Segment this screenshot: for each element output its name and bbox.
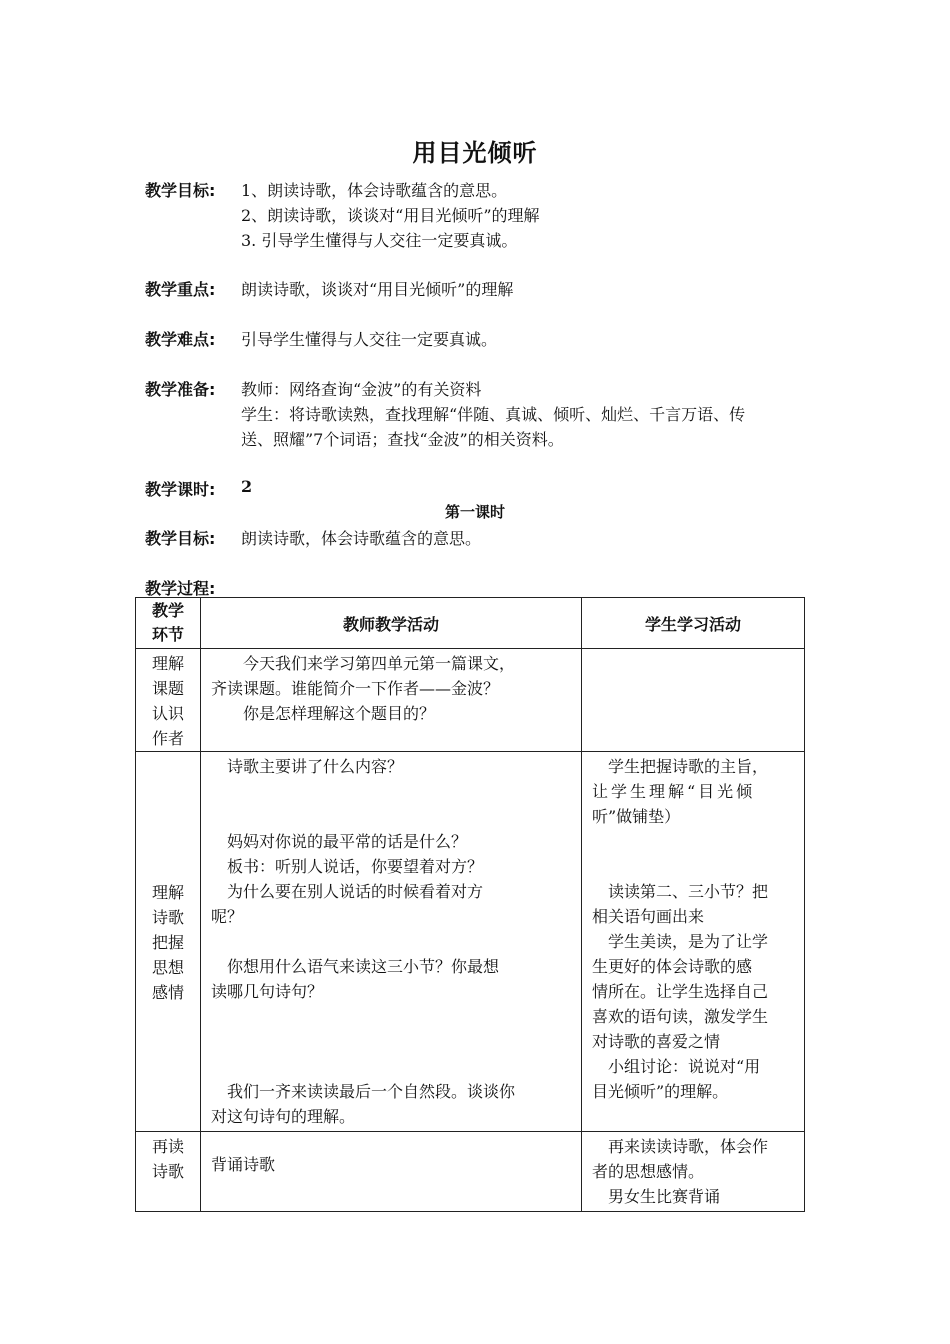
key-point-label: 教学重点: [145,280,216,299]
student-text: 喜欢的语句读，激发学生 [592,1007,769,1026]
student-text: 听”做铺垫） [592,807,681,826]
stage-cell [136,752,201,1132]
difficulty-text: 引导学生懂得与人交往一定要真诚。 [241,330,498,349]
stage-text: 思想 [151,958,184,977]
teacher-text: 板书：听别人说话，你要望着对方？ [227,857,484,876]
student-text: 生更好的体会诗歌的感 [592,957,753,976]
preparation-label: 教学准备: [145,380,216,399]
student-text: 情所在。让学生选择自己 [592,982,769,1001]
table-header-row [136,598,805,649]
page-title: 用目光倾听 [412,139,538,167]
header-student: 学生学习活动 [582,598,805,649]
teacher-text: 读哪几句诗句？ [211,982,324,1001]
table-row [136,752,805,1132]
teacher-text: 齐读课题。谁能简介一下作者——金波？ [211,679,500,698]
goal-item-3: 3. 引导学生懂得与人交往一定要真诚。 [241,231,518,250]
student-text: 学生把握诗歌的主旨， [608,757,769,776]
goal-item-1: 1、朗读诗歌，体会诗歌蕴含的意思。 [241,181,508,200]
lesson-goal-label: 教学目标: [145,529,216,548]
stage-text: 认识 [151,704,184,723]
stage-text: 感情 [151,983,184,1002]
student-activity-cell [582,649,805,752]
teacher-activity-cell [201,752,582,1132]
student-text: 者的思想感情。 [592,1162,705,1181]
teacher-text: 我们一齐来读读最后一个自然段。谈谈你 [227,1082,516,1101]
periods-label: 教学课时: [145,480,216,499]
stage-cell [136,1132,201,1212]
lesson-goal-text: 朗读诗歌，体会诗歌蕴含的意思。 [241,529,482,548]
difficulty-label: 教学难点: [145,330,216,349]
header-teacher: 教师教学活动 [201,598,582,649]
goal-item-2: 2、朗读诗歌，谈谈对“用目光倾听”的理解 [241,206,540,225]
preparation-student-line1: 学生：将诗歌读熟，查找理解“伴随、真诚、倾听、灿烂、千言万语、传 [241,405,746,424]
header-stage-line1: 教学 [151,601,184,620]
teaching-process-table [135,597,805,1212]
student-text: 学生美读，是为了让学 [608,932,769,951]
student-text: 男女生比赛背诵 [608,1187,721,1206]
stage-cell [136,649,201,752]
preparation-student-line2: 送、照耀”7个词语；查找“金波”的相关资料。 [241,430,564,449]
student-text: 对诗歌的喜爱之情 [592,1032,721,1051]
teacher-text: 为什么要在别人说话的时候看着对方 [227,882,484,901]
stage-text: 诗歌 [151,1162,184,1181]
teacher-text: 呢？ [211,907,244,926]
process-label: 教学过程: [145,579,216,598]
teacher-text: 背诵诗歌 [211,1155,276,1174]
student-text: 读读第二、三小节？把 [608,882,769,901]
stage-text: 课题 [151,679,184,698]
periods-value: 2 [241,477,253,496]
student-text: 相关语句画出来 [592,907,705,926]
student-text: 目光倾听”的理解。 [592,1082,729,1101]
teacher-text: 今天我们来学习第四单元第一篇课文， [243,654,516,673]
teacher-text: 妈妈对你说的最平常的话是什么？ [227,832,468,851]
student-activity-cell [582,752,805,1132]
stage-text: 理解 [151,654,184,673]
student-text: 再来读读诗歌，体会作 [608,1137,769,1156]
teacher-text: 诗歌主要讲了什么内容？ [227,757,404,776]
key-point-text: 朗读诗歌，谈谈对“用目光倾听”的理解 [241,280,514,299]
stage-text: 理解 [151,883,184,902]
lesson-title: 第一课时 [444,503,505,521]
stage-text: 把握 [151,933,184,952]
teacher-activity-cell [201,1132,582,1212]
stage-text: 再读 [151,1137,184,1156]
teacher-activity-cell [201,649,582,752]
preparation-teacher: 教师：网络查询“金波”的有关资料 [241,380,482,399]
stage-text: 作者 [151,729,184,748]
teacher-text: 你是怎样理解这个题目的？ [243,704,436,723]
header-stage-line2: 环节 [151,625,184,644]
student-text: 小组讨论：说说对“用 [608,1057,761,1076]
student-text: 让学生理解“目光倾 [592,782,756,801]
stage-text: 诗歌 [151,908,184,927]
header-stage [136,598,201,649]
student-activity-cell [582,1132,805,1212]
table-row [136,1132,805,1212]
teacher-text: 对这句诗句的理解。 [211,1107,356,1126]
table-row [136,649,805,752]
goals-label: 教学目标: [145,181,216,200]
teacher-text: 你想用什么语气来读这三小节？你最想 [227,957,500,976]
